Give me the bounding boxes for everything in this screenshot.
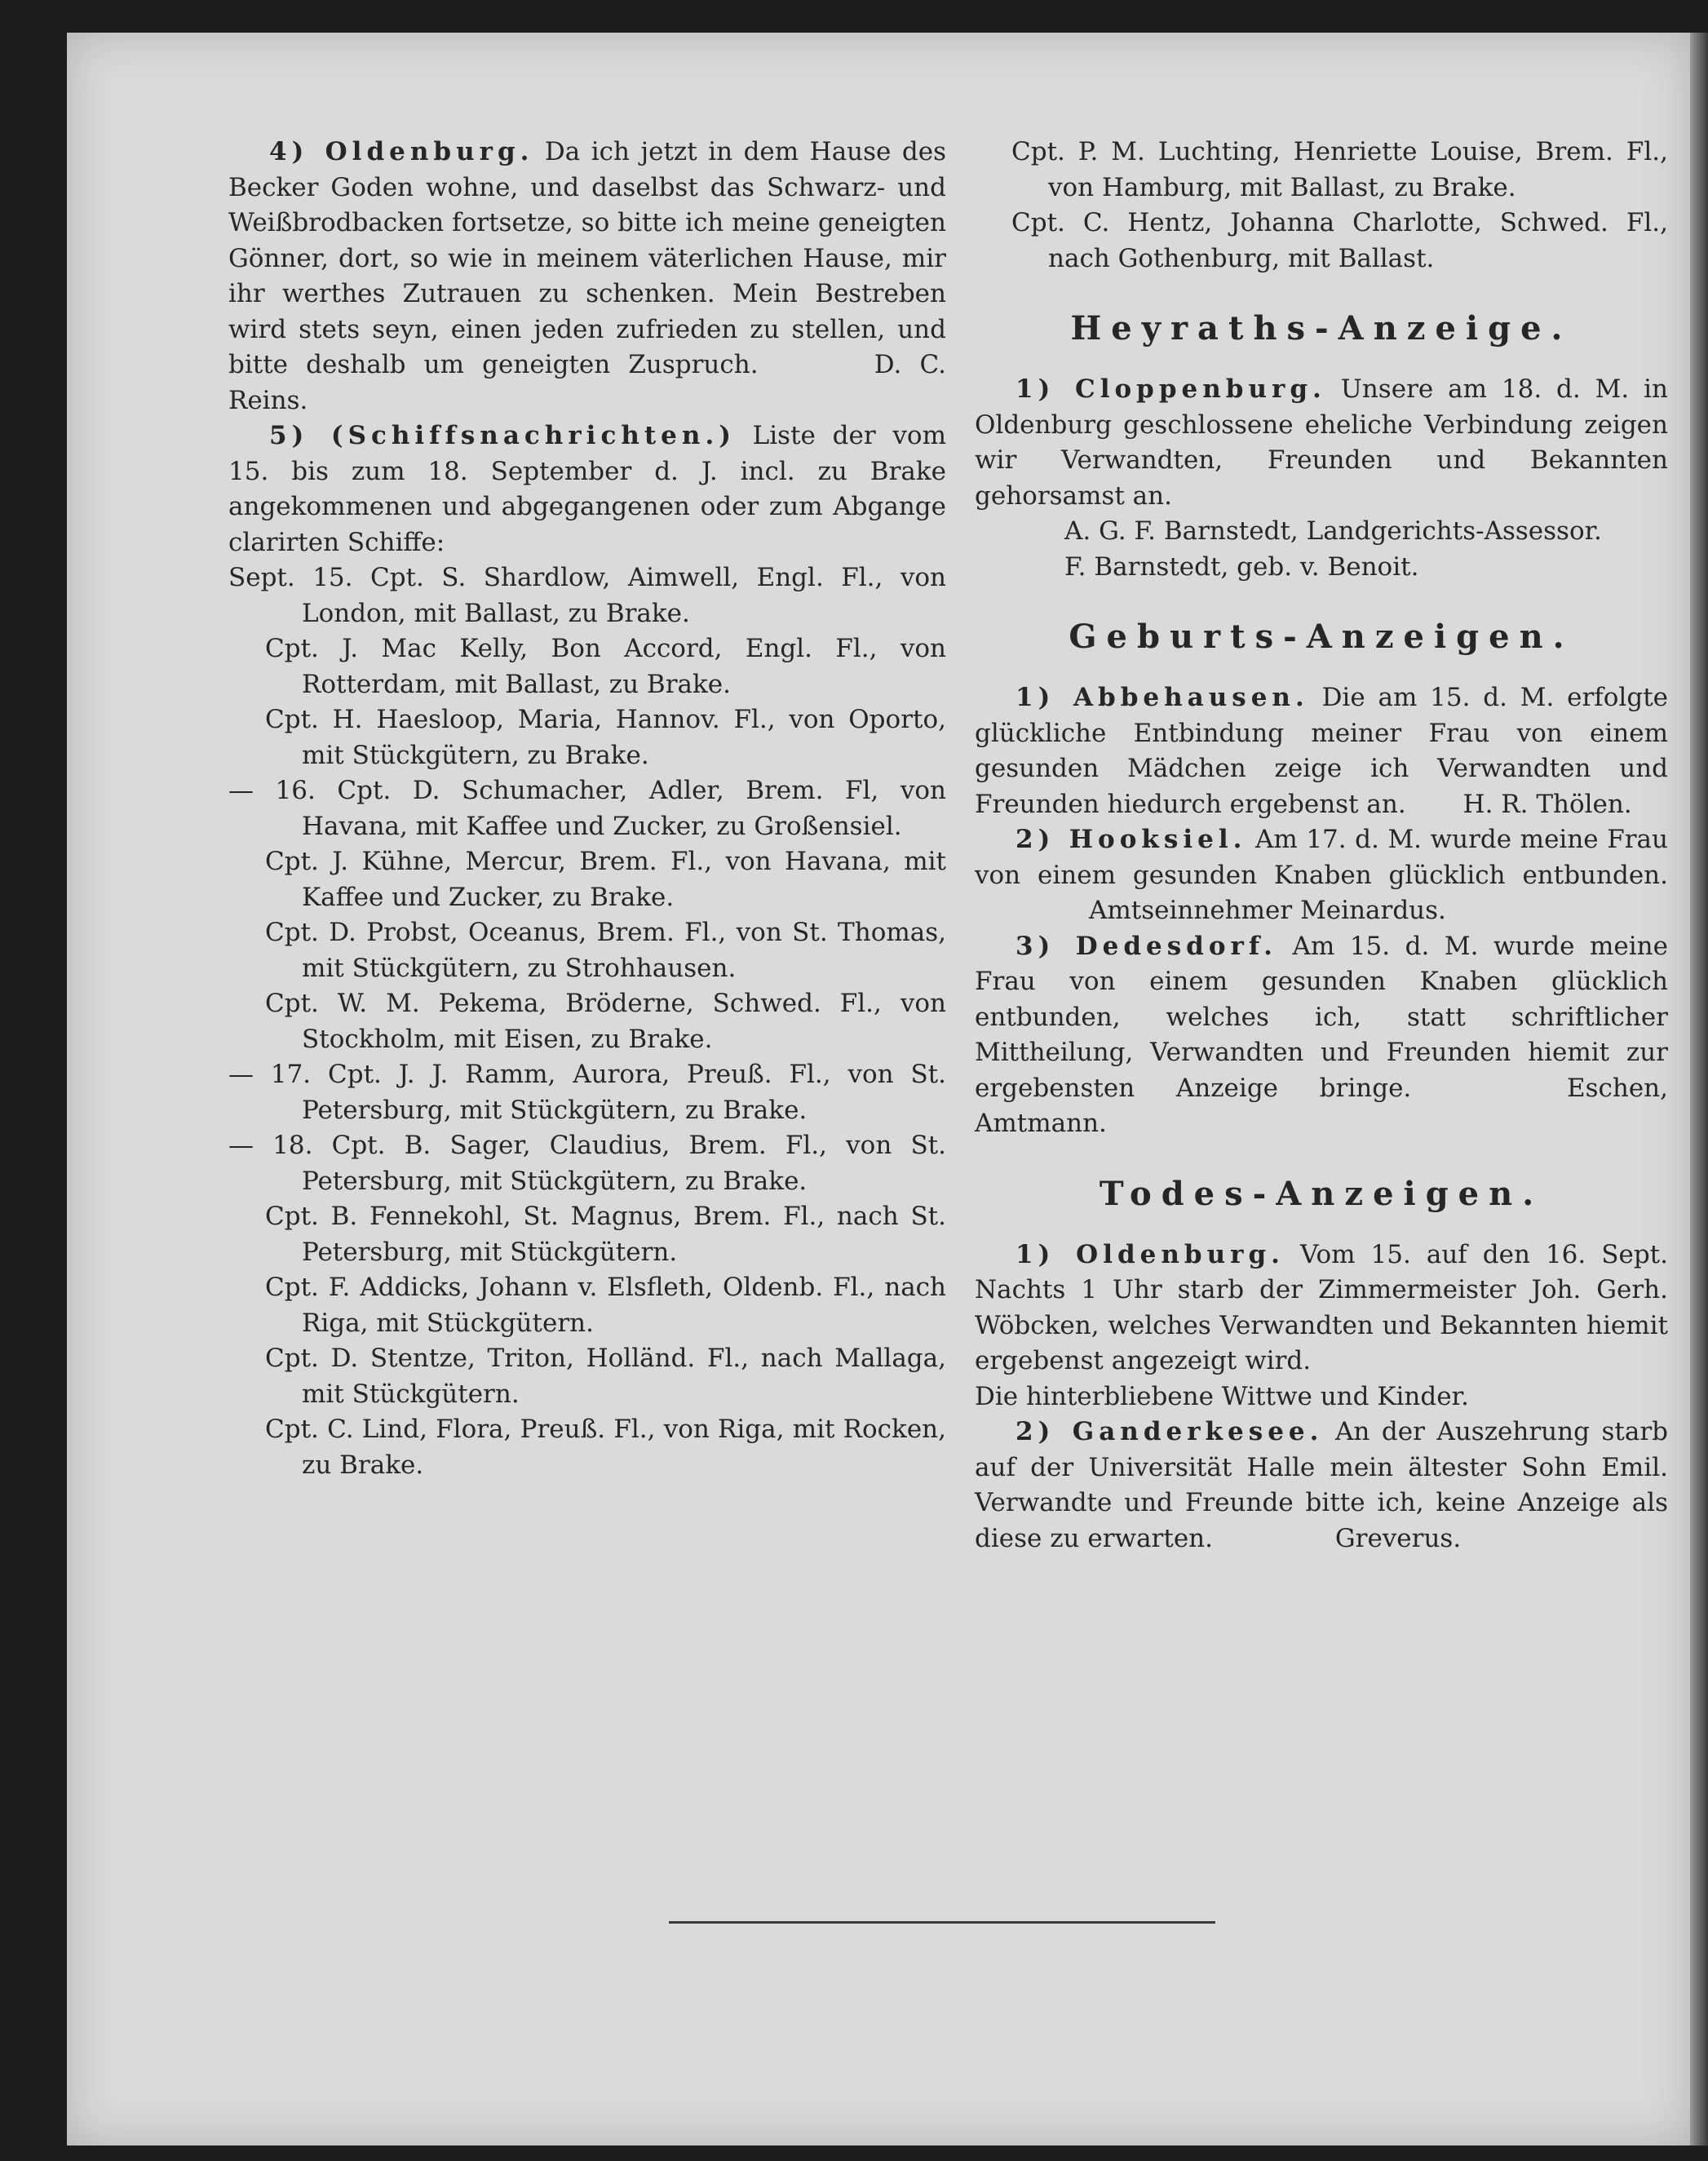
notice-heading: 1) Cloppenburg. [1016, 374, 1326, 404]
birth-notice [975, 822, 1668, 929]
notice-ship-news [228, 418, 946, 560]
right-column [975, 135, 1668, 1557]
marriage-signature-2: F. Barnstedt, geb. v. Benoit. [1064, 551, 1419, 582]
notice-signature: D. C. Reins. [228, 350, 946, 415]
notice-heading: 1) Oldenburg. [1016, 1239, 1285, 1269]
death-notice [975, 1238, 1668, 1379]
ship-entry: Cpt. F. Addicks, Johann v. Elsfleth, Oldenb. Fl., nach Riga, mit Stückgütern. [265, 1273, 946, 1338]
ship-entry: Cpt. B. Fennekohl, St. Magnus, Brem. Fl., nach St. Petersburg, mit Stückgütern. [265, 1202, 946, 1267]
notice-heading: 3) Dedesdorf. [1016, 931, 1277, 961]
death-signature: Die hinterbliebene Wittwe und Kinder. [975, 1381, 1469, 1411]
notice-signature: Amtseinnehmer Meinardus. [1089, 896, 1446, 925]
ship-entry: Cpt. H. Haesloop, Maria, Hannov. Fl., von Oporto, mit Stückgütern, zu Brake. [265, 705, 946, 770]
ship-entry: — 18. Cpt. B. Sager, Claudius, Brem. Fl., von St. Petersburg, mit Stückgütern, zu Brake. [228, 1131, 946, 1196]
marriage-notice [975, 372, 1668, 514]
notice-signature: Eschen, Amtmann. [975, 1073, 1668, 1138]
book-spine [1690, 33, 1708, 2146]
notice-heading: 1) Abbehausen. [1016, 683, 1309, 712]
marriage-signature-1: A. G. F. Barnstedt, Landgerichts-Assessor. [1064, 516, 1602, 546]
marriage-section-title: Heyraths-Anzeige. [1070, 309, 1573, 348]
deaths-section-title: Todes-Anzeigen. [1099, 1174, 1544, 1213]
notice-text: Vom 15. auf den 16. Sept. Nachts 1 Uhr starb der Zimmermeister Joh. Gerh. Wöbcken, welches Verwandten und Bekannten hiemit ergebenst angezeigt wird. [975, 1239, 1668, 1375]
ship-entry: Cpt. J. Kühne, Mercur, Brem. Fl., von Havana, mit Kaffee und Zucker, zu Brake. [265, 847, 946, 912]
ship-entry: Cpt. D. Probst, Oceanus, Brem. Fl., von St. Thomas, mit Stückgütern, zu Strohhausen. [265, 918, 946, 983]
ship-entry: — 16. Cpt. D. Schumacher, Adler, Brem. Fl, von Havana, mit Kaffee und Zucker, zu Großensiel. [228, 776, 946, 841]
ship-entry: Cpt. J. Mac Kelly, Bon Accord, Engl. Fl., von Rotterdam, mit Ballast, zu Brake. [265, 634, 946, 699]
notice-text: Am 15. d. M. wurde meine Frau von einem gesunden Knaben glücklich entbunden, welches ich, statt schriftlicher Mittheilung, Verwandten und Freunden hiemit zur ergebensten Anzeige bringe. [975, 931, 1668, 1103]
notice-text: Liste der vom 15. bis zum 18. September d. J. incl. zu Brake angekommenen und abgegangenen oder zum Abgange clarirten Schiffe: [228, 421, 946, 557]
ship-entry: Cpt. W. M. Pekema, Bröderne, Schwed. Fl., von Stockholm, mit Eisen, zu Brake. [265, 989, 946, 1054]
birth-notice [975, 929, 1668, 1142]
notice-text: Die am 15. d. M. erfolgte glückliche Entbindung meiner Frau von einem gesunden Mädchen zeige ich Verwandten und Freunden hiedurch ergebenst an. [975, 683, 1668, 819]
notice-text: Am 17. d. M. wurde meine Frau von einem gesunden Knaben glücklich entbunden. [975, 825, 1668, 890]
ship-entry: Cpt. D. Stentze, Triton, Holländ. Fl., nach Mallaga, mit Stückgütern. [265, 1344, 946, 1409]
notice-oldenburg-bakery [228, 135, 946, 418]
notice-text: Da ich jetzt in dem Hause des Becker Goden wohne, und daselbst das Schwarz- und Weißbrodbacken fortsetze, so bitte ich meine geneigten Gönner, dort, so wie in meinem väterlichen Hause, mir ihr werthes Zutrauen zu schenken. Mein Bestreben wird stets seyn, einen jeden zufrieden zu stellen, und bitte deshalb um geneigten Zuspruch. [228, 137, 946, 379]
birth-notice [975, 680, 1668, 822]
ship-entry: Sept. 15. Cpt. S. Shardlow, Aimwell, Engl. Fl., von London, mit Ballast, zu Brake. [228, 563, 946, 628]
notice-signature: H. R. Thölen. [1462, 789, 1632, 819]
notice-heading: 5) (Schiffsnachrichten.) [269, 421, 736, 450]
births-section-title: Geburts-Anzeigen. [1069, 618, 1574, 656]
notice-heading: 4) Oldenburg. [269, 137, 534, 166]
notice-heading: 2) Hooksiel. [1016, 825, 1247, 854]
notice-text: An der Auszehrung starb auf der Universität Halle mein ältester Sohn Emil. Verwandte und Freunde bitte ich, keine Anzeige als diese zu erwarten. [975, 1417, 1668, 1553]
end-rule [669, 1921, 1215, 1924]
left-column [228, 135, 946, 1483]
ship-entry: — 17. Cpt. J. J. Ramm, Aurora, Preuß. Fl., von St. Petersburg, mit Stückgütern, zu Brake. [228, 1060, 946, 1125]
notice-heading: 2) Ganderkesee. [1016, 1417, 1324, 1446]
notice-signature: Greverus. [1334, 1523, 1462, 1553]
ship-entry: Cpt. P. M. Luchting, Henriette Louise, Brem. Fl., von Hamburg, mit Ballast, zu Brake. [1011, 137, 1668, 202]
death-notice [975, 1415, 1668, 1557]
ship-entry: Cpt. C. Lind, Flora, Preuß. Fl., von Riga, mit Rocken, zu Brake. [265, 1415, 946, 1480]
ship-entry: Cpt. C. Hentz, Johanna Charlotte, Schwed. Fl., nach Gothenburg, mit Ballast. [1011, 208, 1668, 273]
notice-text: Unsere am 18. d. M. in Oldenburg geschlossene eheliche Verbindung zeigen wir Verwandten, Freunden und Bekannten gehorsamst an. [975, 374, 1668, 511]
